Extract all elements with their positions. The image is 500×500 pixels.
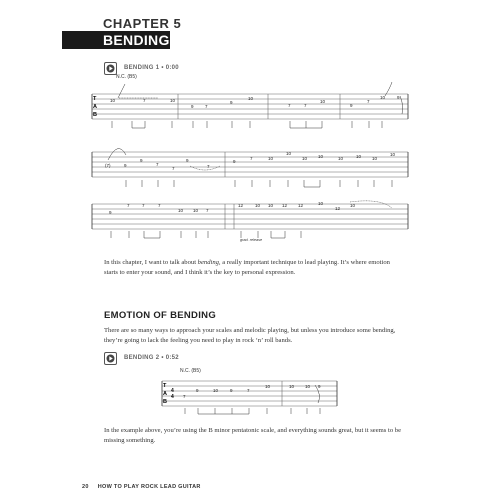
svg-text:10: 10 <box>193 208 199 213</box>
page-number: 20 <box>82 484 89 490</box>
svg-text:10: 10 <box>380 95 386 100</box>
tab-clef-t: T <box>93 96 97 102</box>
svg-text:12: 12 <box>238 203 244 208</box>
svg-text:7: 7 <box>205 104 208 109</box>
svg-text:10: 10 <box>338 156 344 161</box>
svg-text:7: 7 <box>143 98 146 103</box>
page-footer <box>82 484 201 490</box>
tablature-example-2 <box>0 365 500 415</box>
svg-text:7: 7 <box>250 156 253 161</box>
svg-text:10: 10 <box>305 384 311 389</box>
svg-text:9: 9 <box>140 158 143 163</box>
svg-text:10: 10 <box>318 201 324 206</box>
track-label: BENDING 1 • 0:00 <box>124 65 179 71</box>
tab-staff-2 <box>92 149 408 187</box>
svg-text:10: 10 <box>350 203 356 208</box>
chapter-title: BENDING <box>103 32 170 48</box>
svg-text:10: 10 <box>265 384 271 389</box>
svg-text:(7): (7) <box>105 163 111 168</box>
svg-text:10: 10 <box>268 203 274 208</box>
tablature-example-1 <box>0 70 500 245</box>
svg-text:10: 10 <box>248 96 254 101</box>
svg-text:7: 7 <box>288 103 291 108</box>
svg-text:7: 7 <box>127 203 130 208</box>
svg-text:9: 9 <box>233 159 236 164</box>
svg-text:9: 9 <box>230 100 233 105</box>
bending-term: bending <box>197 259 219 266</box>
svg-text:7: 7 <box>304 103 307 108</box>
svg-text:10: 10 <box>213 388 219 393</box>
svg-text:9: 9 <box>397 95 400 100</box>
svg-text:7: 7 <box>207 164 210 169</box>
svg-text:9: 9 <box>196 388 199 393</box>
svg-text:7: 7 <box>367 99 370 104</box>
svg-text:12: 12 <box>282 203 288 208</box>
svg-text:7: 7 <box>142 203 145 208</box>
svg-text:10: 10 <box>286 151 292 156</box>
svg-text:10: 10 <box>289 384 295 389</box>
play-button[interactable] <box>104 352 117 365</box>
tab-clef-t: T <box>163 383 167 389</box>
svg-text:7: 7 <box>158 203 161 208</box>
tab-clef-a: A <box>93 104 97 110</box>
example-paragraph: In the example above, you’re using the B minor pentatonic scale, and everything sounds great, but it seems to be missing something. <box>104 427 402 444</box>
svg-text:10: 10 <box>178 208 184 213</box>
intro-paragraph: In this chapter, I want to talk about bending, a really important technique to lead playing. It’s where emotion starts to enter your sound, and I think it’s the key to personal expression. <box>104 259 390 276</box>
svg-text:10: 10 <box>110 98 116 103</box>
svg-text:7: 7 <box>206 208 209 213</box>
svg-text:10: 10 <box>356 154 362 159</box>
tab-clef-b: B <box>93 112 97 118</box>
svg-text:10: 10 <box>302 156 308 161</box>
emotion-paragraph: There are so many ways to approach your scales and melodic playing, but unless you introduce some bending, they’re going to lack the feeling you need to play in rock ‘n’ roll bands. <box>104 327 396 344</box>
svg-text:10: 10 <box>255 203 261 208</box>
svg-text:9: 9 <box>124 163 127 168</box>
tab-clef-b: B <box>163 399 167 405</box>
svg-text:7: 7 <box>156 162 159 167</box>
audio-track-bending-2[interactable] <box>104 351 179 365</box>
svg-text:9: 9 <box>230 388 233 393</box>
chapter-label: CHAPTER 5 <box>103 16 182 31</box>
svg-text:9: 9 <box>109 210 112 215</box>
chord-symbol: N.C. (B5) <box>116 74 137 80</box>
grad-release-annotation: grad. release <box>240 238 263 242</box>
svg-text:7: 7 <box>183 394 186 399</box>
tab-clef-a: A <box>163 391 167 397</box>
svg-text:7: 7 <box>172 166 175 171</box>
chord-symbol: N.C. (B5) <box>180 368 201 374</box>
svg-text:10: 10 <box>268 156 274 161</box>
svg-text:4: 4 <box>171 394 174 400</box>
tab-staff-3 <box>92 201 408 242</box>
svg-text:10: 10 <box>390 152 396 157</box>
svg-text:10: 10 <box>320 99 326 104</box>
book-title: HOW TO PLAY ROCK LEAD GUITAR <box>97 484 201 490</box>
svg-text:7: 7 <box>247 388 250 393</box>
track-label: BENDING 2 • 0:52 <box>124 355 179 361</box>
svg-text:10: 10 <box>170 98 176 103</box>
svg-text:12: 12 <box>335 206 341 211</box>
svg-text:4: 4 <box>171 388 174 394</box>
svg-text:10: 10 <box>318 154 324 159</box>
svg-text:9: 9 <box>350 103 353 108</box>
svg-text:9: 9 <box>186 158 189 163</box>
section-heading: EMOTION OF BENDING <box>104 310 217 321</box>
tab-staff-1 <box>92 82 408 128</box>
play-icon <box>106 354 115 363</box>
svg-text:10: 10 <box>372 156 378 161</box>
svg-text:9: 9 <box>318 384 321 389</box>
svg-text:9: 9 <box>191 104 194 109</box>
svg-text:12: 12 <box>298 203 304 208</box>
